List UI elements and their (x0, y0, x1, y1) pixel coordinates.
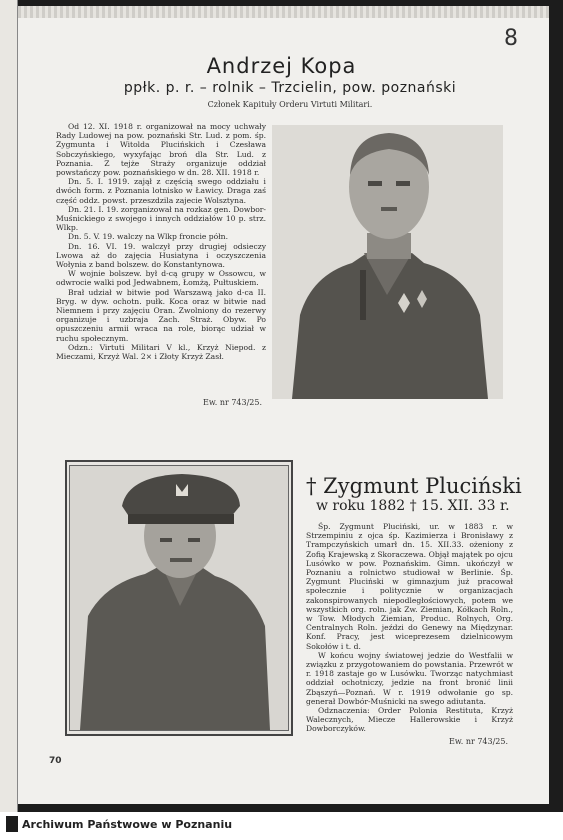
section1-paragraph: Od 12. XI. 1918 r. organizował na mocy uchwały Rady Ludowej na pow. poznański Str. Lud. z pom. śp. Zygmunta i Witolda Plucińskich i Czesława Sobczyńskiego, wyxyfając broń dla Str. Lud. z Poznania. Z tejże Straży organizuje oddział powstańczy pow. poznańskiego w dn. 28. XII. 1918 r. (56, 122, 266, 178)
section1-subtitle: ppłk. p. r. – rolnik – Trzcielin, pow. poznański (123, 80, 457, 96)
binding-strip (0, 0, 18, 812)
section1-paragraph: Dn. 5. I. 1919. zajął z częścią swego oddziału i dwóch form. z Poznania lotnisko w Ławicy. Draga zaś część oddz. powst. przeszdzila zajecie Wolsztyna. (56, 177, 266, 205)
section1-paragraph: Dn. 16. VI. 19. walczył przy drugiej odsieczy Lwowa aż do zajęcia Husiatyna i oczyszczenia Wołynia z band bolszew. do Konstantynowa. (56, 241, 266, 270)
section1-body (56, 122, 266, 361)
page-top-edge (18, 6, 549, 18)
section2-ew-number: Ew. nr 743/25. (449, 737, 509, 746)
portrait-photo-kopa (272, 125, 503, 399)
section1-name: Andrzej Kopa (206, 54, 357, 78)
section2-paragraph: Odznaczenia: Order Polonia Restituta, Krzyż Walecznych, Miecze Hallerowskie i Krzyż Dowborczyków. (306, 706, 513, 734)
section2-name: † Zygmunt Pluciński (306, 474, 522, 498)
section1-paragraph: Dn. 5. V. 19. walczy na Wlkp froncie półn. (68, 232, 228, 242)
archive-footer-text: Archiwum Państwowe w Poznaniu (22, 818, 233, 831)
section2-paragraph: W końcu wojny światowej jedzie do Westfalii w związku z przygotowaniem do powstania. Przewrót w r. 1918 zastaje go w Lusówku. Tworząc natychmiast oddział ochotniczy, jedzie na front bronić linii Zbąszyń—Poznań. W r. 1919 odwołanie go sp. generał Dowbór-Muśnicki na swego adiutanta. (306, 650, 513, 706)
section1-member-line: Członek Kapituły Orderu Virtuti Militari. (207, 100, 373, 109)
section1-paragraph: Brał udział w bitwie pod Warszawą jako d-ca II. Bryg. w dyw. ochotn. pułk. Koca oraz w bitwie nad Niemnem i przy zajęciu Oran. Zwolniony do rezerwy organizuje i uzbraja Zach. Straż. Obyw. Po opuszczeniu armii wraca na role, biorąc udział w ruchu społecznym. (56, 287, 266, 343)
portrait-photo-plucinski (69, 465, 289, 731)
page-number: 70 (49, 756, 62, 766)
section1-ew-number: Ew. nr 743/25. (203, 398, 263, 407)
section2-body (306, 522, 513, 734)
section1-paragraph: Odzn.: Virtuti Militari V kl., Krzyż Niepod. z Mieczami, Krzyż Wal. 2× i Złoty Krzyż Zasł. (56, 342, 266, 362)
section2-paragraph: Śp. Zygmunt Pluciński, ur. w 1883 r. w Strzempiniu z ojca śp. Kazimierza i Bronisławy z Trampczyńskich umarł dn. 15. XII.33. ożeniony z Zofią Krajewską z Skoraczewa. Objął majątek po ojcu Lusówko w pow. Poznańskim. Gimn. ukończył w Poznaniu a rolnictwo studiował w Berlinie. Śp. Zygmunt Pluciński w gimnazjum już pracował społecznie i politycznie w organizacjach zakonspirowanych niepodległościowych, potem we wszystkich org. roln. jak Zw. Ziemian, Kółkach Roln., w Tow. Młodych Ziemian, Produc. Rolnych, Org. Centralnych Roln. jeździ do Genewy na Międzynar. Konf. Pracy, jest wiceprezesem dzielnicowym Sokołów i t. d. (306, 522, 513, 651)
section2-dates: w roku 1882 † 15. XII. 33 r. (316, 498, 510, 514)
archive-logo-icon (6, 816, 18, 832)
handwritten-page-mark: 8 (504, 26, 518, 51)
section1-paragraph: Dn. 21. I. 19. zorganizował na rozkaz gen. Dowbor-Muśnickiego z swojego i innych oddziałów 10 p. strz. Wlkp. (56, 204, 266, 233)
section1-paragraph: W wojnie bolszew. był d-cą grupy w Ossowcu, w odwrocie walki pod Jedwabnem, Łomżą, Pułtuskiem. (56, 269, 266, 288)
